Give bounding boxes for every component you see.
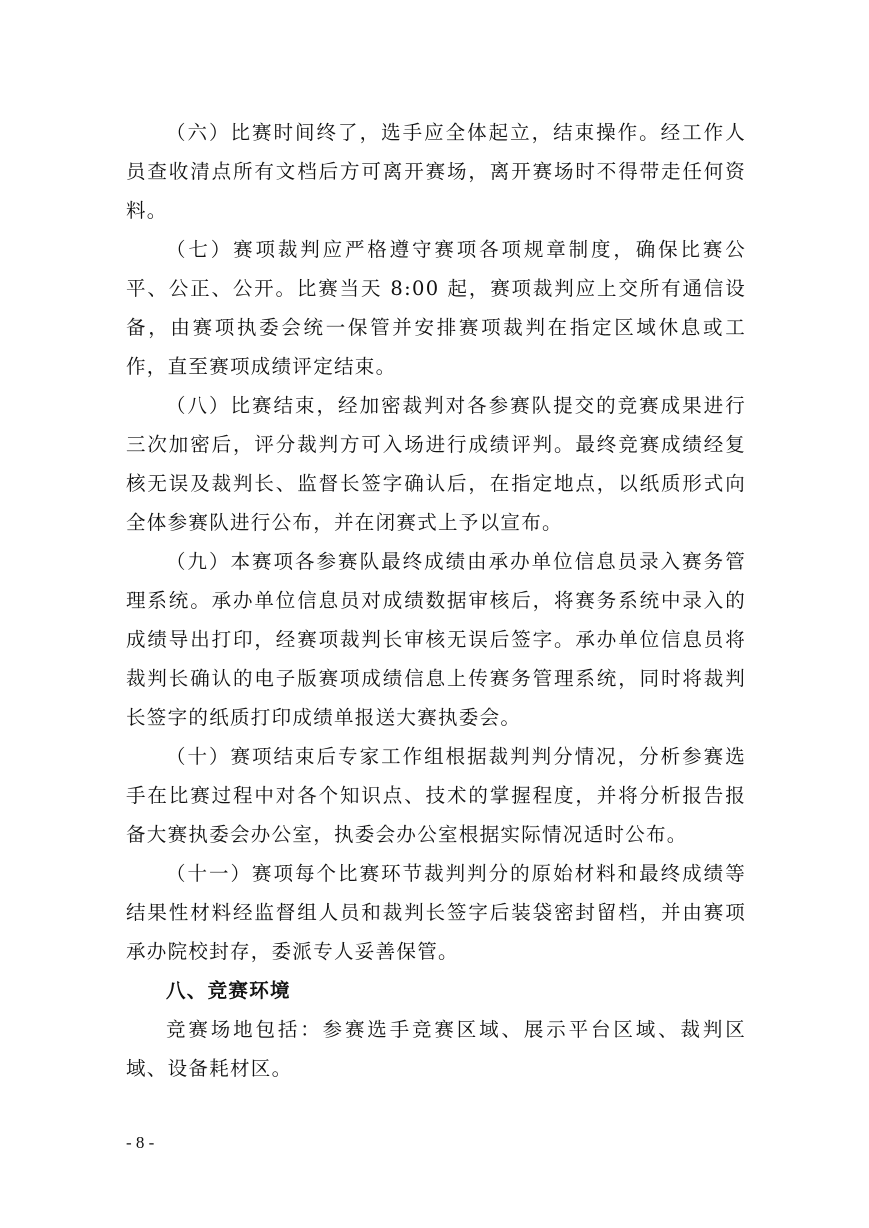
paragraph-8: （八）比赛结束，经加密裁判对各参赛队提交的竞赛成果进行三次加密后，评分裁判方可入场进行成绩评判。最终竞赛成绩经复核无误及裁判长、监督长签字确认后，在指定地点，以纸质形式向全体参赛队进行公布，并在闭赛式上予以宣布。 [126, 394, 746, 534]
section-heading: 八、竞赛环境 [166, 979, 291, 1002]
page-number: - 8 - [126, 1133, 155, 1152]
paragraph-11: （十一）赛项每个比赛环节裁判判分的原始材料和最终成绩等结果性材料经监督组人员和裁判长签字后装袋密封留档，并由赛项承办院校封存，委派专人妥善保管。 [126, 862, 746, 963]
paragraph-9: （九）本赛项各参赛队最终成绩由承办单位信息员录入赛务管理系统。承办单位信息员对成绩数据审核后，将赛务系统中录入的成绩导出打印，经赛项裁判长审核无误后签字。承办单位信息员将裁判长确认的电子版赛项成绩信息上传赛务管理系统，同时将裁判长签字的纸质打印成绩单报送大赛执委会。 [126, 550, 746, 729]
document-body [126, 113, 746, 1088]
paragraph-10: （十）赛项结束后专家工作组根据裁判判分情况，分析参赛选手在比赛过程中对各个知识点、技术的掌握程度，并将分析报告报备大赛执委会办公室，执委会办公室根据实际情况适时公布。 [126, 745, 746, 846]
paragraph-7: （七）赛项裁判应严格遵守赛项各项规章制度，确保比赛公平、公正、公开。比赛当天 8:00 起，赛项裁判应上交所有通信设备，由赛项执委会统一保管并安排赛项裁判在指定区域休息或工作，直至赛项成绩评定结束。 [126, 238, 746, 378]
paragraph-6: （六）比赛时间终了，选手应全体起立，结束操作。经工作人员查收清点所有文档后方可离开赛场，离开赛场时不得带走任何资料。 [126, 121, 746, 222]
section-paragraph: 竞赛场地包括：参赛选手竞赛区域、展示平台区域、裁判区域、设备耗材区。 [126, 1018, 746, 1080]
